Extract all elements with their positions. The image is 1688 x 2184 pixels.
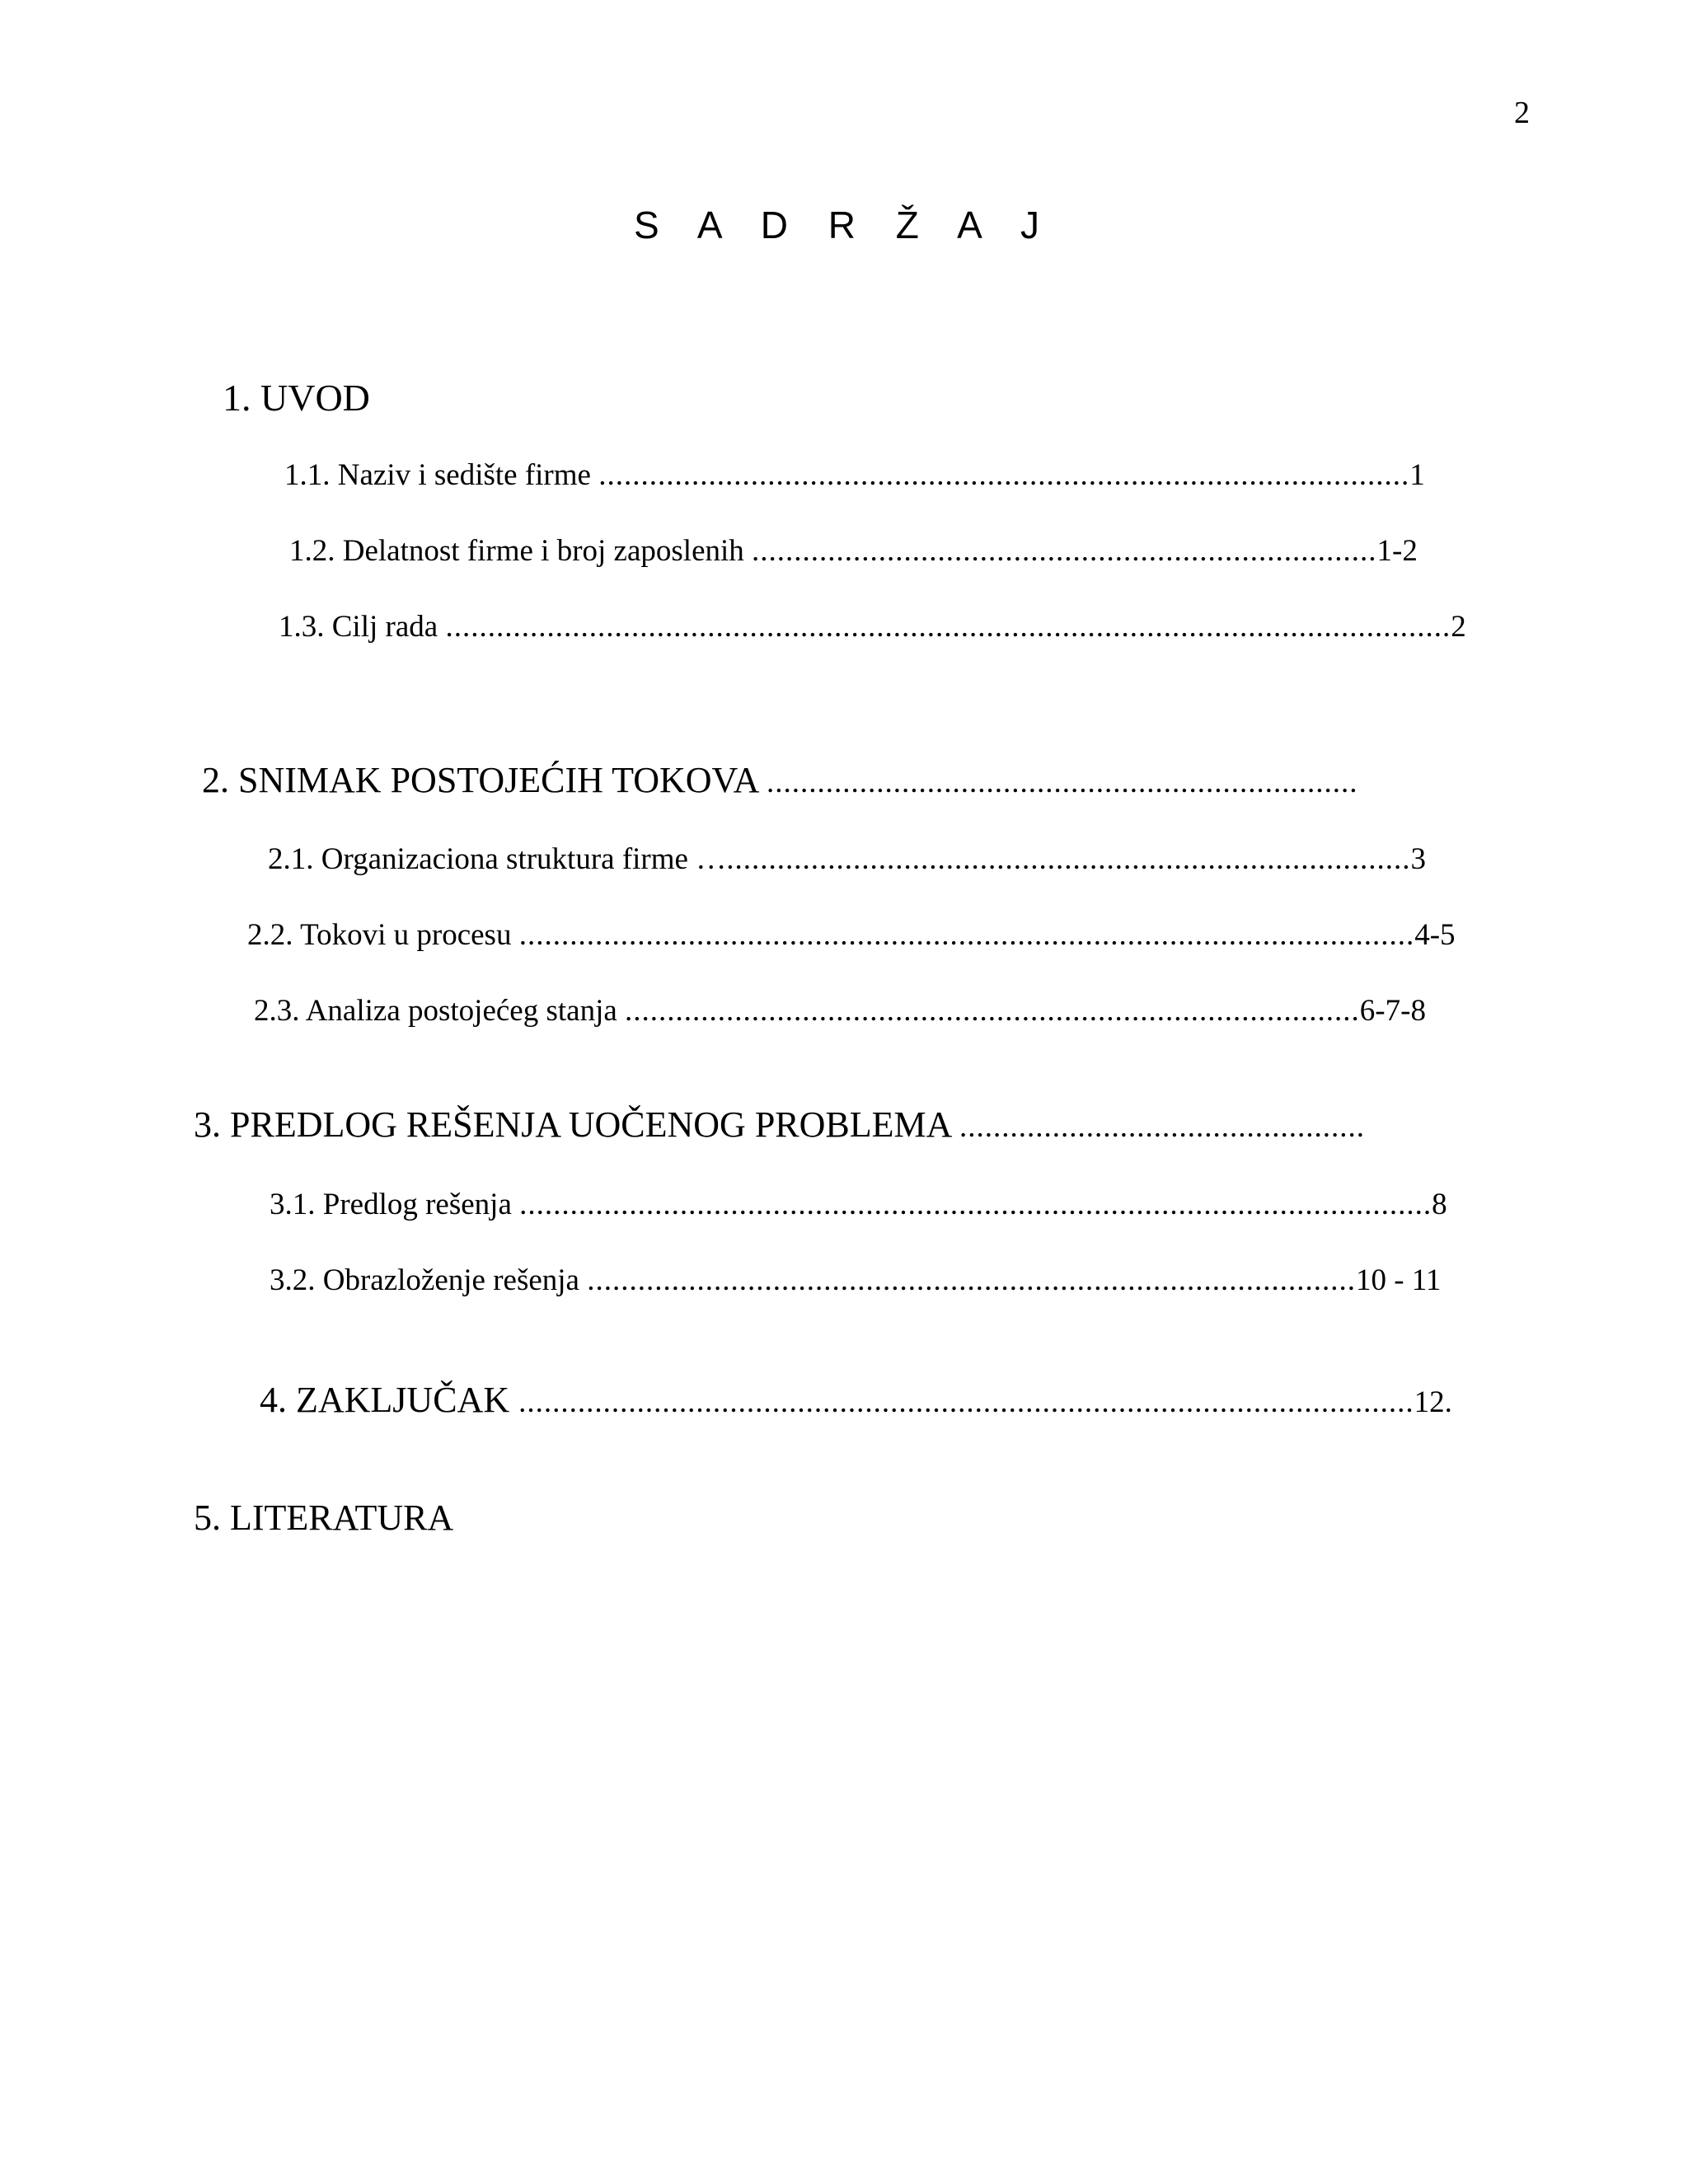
toc-entry-1 xyxy=(223,379,370,417)
toc-leader-dots: ............................................................................................................ xyxy=(519,1188,1432,1221)
toc-entry-1-3 xyxy=(279,612,1466,642)
toc-leader-dots: .......................................................................................................... xyxy=(518,918,1415,952)
toc-leader-dots: ....................................................................................................................... xyxy=(445,610,1451,644)
toc-entry-label: 2.3. Analiza postojećeg stanja xyxy=(254,994,626,1028)
toc-entry-label: 3.2. Obrazloženje rešenja xyxy=(270,1263,588,1297)
toc-entry-label: 2.2. Tokovi u procesu xyxy=(247,918,519,952)
toc-entry-label: 1.3. Cilj rada xyxy=(279,610,446,644)
toc-entry-page: 12. xyxy=(1414,1385,1452,1419)
toc-entry-2-1 xyxy=(268,844,1426,874)
toc-leader-dots: .......................................................................................................... xyxy=(518,1385,1414,1419)
toc-entry-page: 8 xyxy=(1432,1188,1447,1221)
toc-entry-label: 4. ZAKLJUČAK xyxy=(260,1380,519,1420)
toc-entry-2-3 xyxy=(254,996,1426,1026)
toc-entry-1-2 xyxy=(289,536,1418,566)
toc-entry-page: 4-5 xyxy=(1414,918,1456,952)
toc-leader-dots: ........................................................................................... xyxy=(587,1263,1356,1297)
toc-entry-page: 1 xyxy=(1409,458,1425,492)
toc-entry-label: 1.2. Delatnost firme i broj zaposlenih xyxy=(289,534,753,568)
toc-entry-page: 10 - 11 xyxy=(1355,1263,1442,1297)
toc-entry-1-1 xyxy=(284,460,1425,490)
toc-leader-dots: ................................................ xyxy=(959,1110,1365,1144)
toc-entry-page: 2 xyxy=(1451,610,1466,644)
toc-entry-label: 2.1. Organizaciona struktura firme … xyxy=(268,842,727,876)
toc-leader-dots: ....................................................................................... xyxy=(625,994,1360,1028)
toc-leader-dots: ................................................................................................ xyxy=(598,458,1410,492)
toc-entry-label: 3.1. Predlog rešenja xyxy=(270,1188,520,1221)
toc-entry-5 xyxy=(194,1497,454,1538)
toc-entry-2 xyxy=(202,762,1358,799)
toc-entry-3-2 xyxy=(270,1265,1441,1296)
toc-entry-3-1 xyxy=(270,1189,1447,1220)
toc-entry-label: 1.1. Naziv i sedište firme xyxy=(284,458,599,492)
toc-entry-label: 1. UVOD xyxy=(223,377,370,419)
toc-entry-page: 6-7-8 xyxy=(1359,994,1426,1028)
toc-entry-label: 3. PREDLOG REŠENJA UOČENOG PROBLEMA xyxy=(194,1104,959,1145)
toc-entry-label: 5. LITERATURA xyxy=(194,1497,454,1538)
page-number: 2 xyxy=(1514,96,1530,130)
toc-entry-page: 1-2 xyxy=(1376,534,1418,568)
toc-entry-label: 2. SNIMAK POSTOJEĆIH TOKOVA xyxy=(202,760,767,800)
toc-entry-4 xyxy=(260,1382,1452,1418)
toc-entry-page: 3 xyxy=(1410,842,1426,876)
toc-entry-3 xyxy=(194,1104,1365,1145)
toc-leader-dots: .......................................................................... xyxy=(752,534,1377,568)
toc-leader-dots: ...................................................................... xyxy=(767,766,1358,799)
page-title: S A D R Ž A J xyxy=(633,204,1055,246)
toc-entry-2-2 xyxy=(247,920,1456,950)
toc-leader-dots: ................................................................................. xyxy=(726,842,1411,876)
